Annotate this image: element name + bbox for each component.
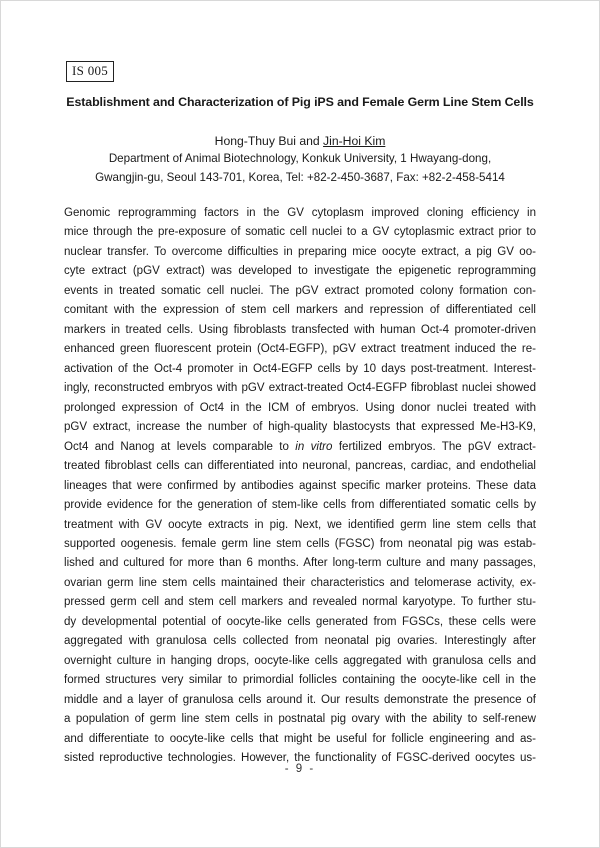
abstract-line: cyte extract (pGV extract) was developed to investigate the epigenetic reprogramming <box>64 265 536 278</box>
abstract-line: pressed germ cell and stem cell markers and revealed normal karyotype. To further stu- <box>64 596 536 609</box>
abstract-line: pGV extract, increase the number of high-quality blastocysts that expressed Me-H3-K9, <box>64 421 536 434</box>
abstract-line: Genomic reprogramming factors in the GV cytoplasm improved cloning efficiency in <box>64 207 536 219</box>
abstract-line: markers in treated cells. Using fibroblasts transfected with human Oct-4 promoter-driven <box>64 323 536 336</box>
abstract-line: ingly, reconstructed embryos with pGV extract-treated Oct4-EGFP fibroblast nuclei showed <box>64 382 536 395</box>
abstract-line: enhanced green fluorescent protein (Oct4-EGFP), pGV extract treatment induced the re- <box>64 343 536 356</box>
affiliation-line: Gwangjin-gu, Seoul 143-701, Korea, Tel: +82-2-450-3687, Fax: +82-2-458-5414 <box>95 171 505 184</box>
abstract-line: events in treated somatic cell nuclei. The pGV extract promoted colony formation con- <box>64 284 536 297</box>
abstract-line: formed structures very similar to primordial follicles containing the oocyte-like cell in the <box>64 674 536 687</box>
page-number: - 9 - <box>284 763 316 775</box>
abstract-line: lineages that were confirmed by antibodies against specific marker proteins. These data <box>64 479 536 492</box>
author-list <box>60 132 540 150</box>
abstract-line: sisted reproductive technologies. However, the functionality of FGSC-derived oocytes us- <box>64 752 536 765</box>
abstract-line-with-italic <box>64 438 536 457</box>
abstract-line: and differentiate to oocyte-like cells that might be useful for follicle engineering and as- <box>64 732 536 745</box>
abstract-line-tail: fertilized embryos. The pGV extract- <box>332 440 536 453</box>
italic-term: in vitro <box>295 440 333 453</box>
paper-title: Establishment and Characterization of Pig iPS and Female Germ Line Stem Cells <box>66 95 534 109</box>
session-tag: IS 005 <box>66 61 114 82</box>
affiliation <box>60 149 540 187</box>
abstract-line: middle and a layer of granulosa cells around it. Our results demonstrate the presence of <box>64 693 536 706</box>
abstract-line: provide evidence for the generation of stem-like cells from differentiated somatic cells by <box>64 499 536 512</box>
corresponding-author-name: Jin-Hoi Kim <box>323 134 386 148</box>
abstract-line: activation of the Oct-4 promoter in Oct4-EGFP cells by 10 days post-treatment. Interest- <box>64 362 536 375</box>
abstract-line: lished and cultured for more than 6 months. After long-term culture and many passages, <box>64 557 536 570</box>
abstract-line: treated fibroblast cells can differentiated into neuronal, pancreas, cardiac, and endothelial <box>64 460 536 473</box>
abstract-line: prolonged expression of Oct4 in the ICM of embryos. Using donor nuclei treated with <box>64 401 536 414</box>
abstract-line: dy developmental potential of oocyte-like cells generated from FGSCs, these cells were <box>64 615 536 628</box>
abstract-line: aggregated with granulosa cells collected from neonatal pig ovaries. Interestingly after <box>64 635 536 648</box>
author-separator: and <box>295 134 324 148</box>
abstract-body <box>64 204 536 769</box>
abstract-line: mice through the pre-exposure of somatic cell nuclei to a GV cytoplasmic extract prior to <box>64 226 536 239</box>
abstract-line: ovarian germ line stem cells maintained their characteristics and telomerase activity, ex- <box>64 576 536 589</box>
abstract-line: comitant with the expression of stem cell markers and repression of differentiated cell <box>64 304 536 317</box>
abstract-line: nuclear transfer. To overcome difficulties in preparing mice oocyte extract, a pig GV oo- <box>64 245 536 258</box>
affiliation-line: Department of Animal Biotechnology, Konkuk University, 1 Hwayang-dong, <box>108 152 492 165</box>
abstract-line: overnight culture in hanging drops, oocyte-like cells aggregated with granulosa cells and <box>64 654 536 667</box>
abstract-line: a population of germ line stem cells in postnatal pig ovary with the ability to self-renew <box>64 713 536 726</box>
abstract-line: supported oogenesis. female germ line stem cells (FGSC) from neonatal pig was estab- <box>64 537 536 550</box>
abstract-line-head: Oct4 and Nanog at levels comparable to <box>64 440 296 453</box>
abstract-line: treatment with GV oocyte extracts in pig. Next, we identified germ line stem cells that <box>64 518 536 531</box>
author-name: Hong-Thuy Bui <box>214 134 296 148</box>
